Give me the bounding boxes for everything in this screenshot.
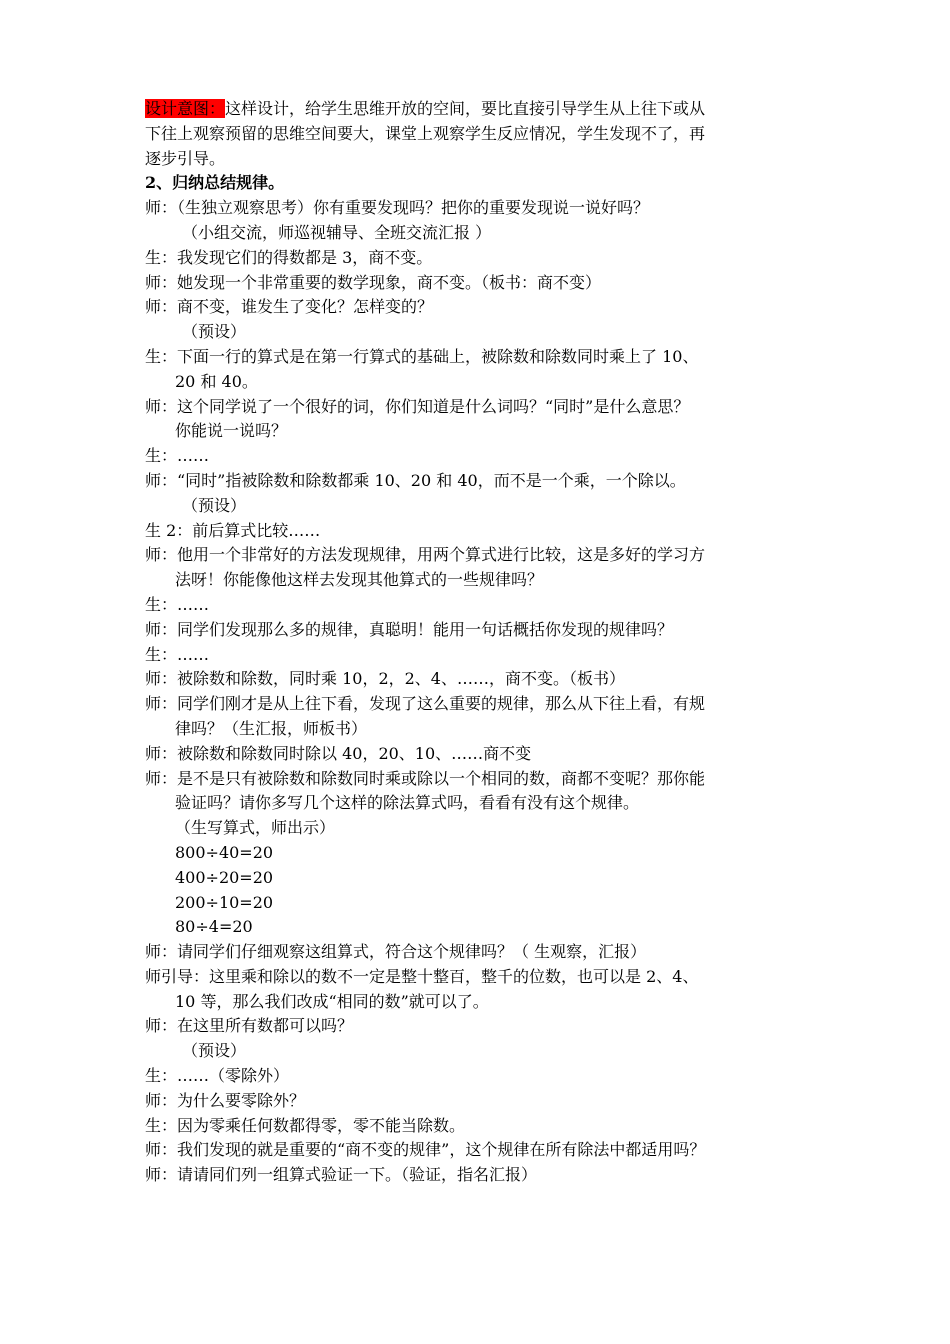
text-line — [145, 543, 825, 568]
line-text: 师：被除数和除数同时除以 40，20、10、……商不变 — [145, 743, 532, 763]
text-line — [145, 444, 825, 469]
text-line — [145, 97, 825, 122]
text-line — [145, 965, 825, 990]
line-text: 师：他用一个非常好的方法发现规律，用两个算式进行比较，这是多好的学习方 — [145, 545, 706, 565]
text-line — [145, 171, 825, 196]
line-text: 200÷10=20 — [175, 892, 274, 912]
text-line — [145, 568, 825, 593]
line-text: 验证吗？请你多写几个这样的除法算式吗，看看有没有这个规律。 — [175, 793, 640, 813]
text-line — [145, 295, 825, 320]
line-text: 这样设计，给学生思维开放的空间，要比直接引导学生从上往下或从 — [225, 99, 706, 118]
text-line — [145, 519, 825, 544]
line-text: 师：请请同们列一组算式验证一下。（验证，指名汇报） — [145, 1165, 538, 1185]
line-text: 2、归纳总结规律。 — [145, 173, 285, 193]
text-line — [145, 692, 825, 717]
line-text: 生：我发现它们的得数都是 3，商不变。 — [145, 247, 433, 267]
text-line — [145, 816, 825, 841]
line-text: 师：“同时”指被除数和除数都乘 10、20 和 40，而不是一个乘，一个除以。 — [145, 470, 686, 490]
text-line — [145, 618, 825, 643]
text-line — [145, 469, 825, 494]
text-line — [145, 866, 825, 891]
text-line — [145, 1089, 825, 1114]
line-text: 师：是不是只有被除数和除数同时乘或除以一个相同的数，商都不变呢？那你能 — [145, 768, 706, 788]
line-text: 师：这个同学说了一个很好的词，你们知道是什么词吗？“同时”是什么意思？ — [145, 396, 690, 416]
line-text: 师引导：这里乘和除以的数不一定是整十整百，整千的位数，也可以是 2、4、 — [145, 966, 699, 986]
line-text: 生：下面一行的算式是在第一行算式的基础上，被除数和除数同时乘上了 10、 — [145, 346, 699, 366]
document-body — [145, 97, 825, 1188]
line-text: 师：（生独立观察思考）你有重要发现吗？把你的重要发现说一说好吗？ — [145, 198, 650, 218]
text-line — [145, 915, 825, 940]
text-line — [145, 990, 825, 1015]
text-line — [145, 1014, 825, 1039]
line-text: 师：她发现一个非常重要的数学现象，商不变。（板书：商不变） — [145, 272, 602, 292]
line-text: 逐步引导。 — [145, 148, 226, 168]
text-line — [145, 370, 825, 395]
text-line — [145, 395, 825, 420]
line-text: 20 和 40。 — [175, 371, 258, 391]
text-line — [145, 791, 825, 816]
line-text: 10 等，那么我们改成“相同的数”就可以了。 — [175, 991, 489, 1011]
line-text: （预设） — [182, 1041, 247, 1061]
text-line — [145, 122, 825, 147]
text-line — [145, 643, 825, 668]
line-text: 生：…… — [145, 446, 210, 466]
line-text: （小组交流，师巡视辅导、全班交流汇报 ） — [182, 222, 492, 242]
text-line — [145, 593, 825, 618]
line-text: 师：请同学们仔细观察这组算式，符合这个规律吗？（ 生观察，汇报） — [145, 942, 647, 962]
text-line — [145, 1039, 825, 1064]
text-line — [145, 196, 825, 221]
line-text: 律吗？（生汇报，师板书） — [175, 718, 368, 738]
line-text: 生 2：前后算式比较…… — [145, 520, 321, 540]
line-text: 师：我们发现的就是重要的“商不变的规律”，这个规律在所有除法中都适用吗？ — [145, 1140, 706, 1160]
text-line — [145, 419, 825, 444]
line-text: 师：在这里所有数都可以吗？ — [145, 1016, 354, 1036]
line-text: 800÷40=20 — [175, 842, 274, 862]
line-text: 师：同学们发现那么多的规律，真聪明！能用一句话概括你发现的规律吗？ — [145, 619, 674, 639]
line-text: 生：…… — [145, 644, 210, 664]
text-line — [145, 345, 825, 370]
text-line — [145, 667, 825, 692]
text-line — [145, 147, 825, 172]
line-text: 生：……（零除外） — [145, 1066, 290, 1086]
line-text: 生：…… — [145, 594, 210, 614]
text-line — [145, 494, 825, 519]
line-text: 生：因为零乘任何数都得零，零不能当除数。 — [145, 1115, 466, 1135]
text-line — [145, 841, 825, 866]
text-line — [145, 1138, 825, 1163]
line-text: 下往上观察预留的思维空间要大，课堂上观察学生反应情况，学生发现不了，再 — [145, 123, 706, 143]
line-text: 师：被除数和除数，同时乘 10，2，2、4、……，商不变。（板书） — [145, 669, 625, 689]
line-text: 师：为什么要零除外？ — [145, 1090, 306, 1110]
text-line — [145, 246, 825, 271]
line-text: （预设） — [182, 322, 247, 342]
text-line — [145, 940, 825, 965]
text-line — [145, 221, 825, 246]
line-text: （预设） — [182, 495, 247, 515]
line-text: 400÷20=20 — [175, 867, 274, 887]
text-line — [145, 1064, 825, 1089]
line-text: （生写算式，师出示） — [175, 818, 336, 838]
line-text: 你能说一说吗？ — [175, 421, 288, 441]
text-line — [145, 1114, 825, 1139]
line-text: 师：商不变，谁发生了变化？怎样变的？ — [145, 297, 434, 317]
line-text: 法呀！你能像他这样去发现其他算式的一些规律吗？ — [175, 570, 544, 590]
text-line — [145, 742, 825, 767]
line-text: 80÷4=20 — [175, 917, 253, 937]
text-line — [145, 767, 825, 792]
text-line — [145, 271, 825, 296]
highlighted-label: 设计意图： — [145, 99, 226, 118]
line-text: 师：同学们刚才是从上往下看，发现了这么重要的规律，那么从下往上看，有规 — [145, 694, 706, 714]
text-line — [145, 320, 825, 345]
text-line — [145, 717, 825, 742]
text-line — [145, 1163, 825, 1188]
text-line — [145, 891, 825, 916]
